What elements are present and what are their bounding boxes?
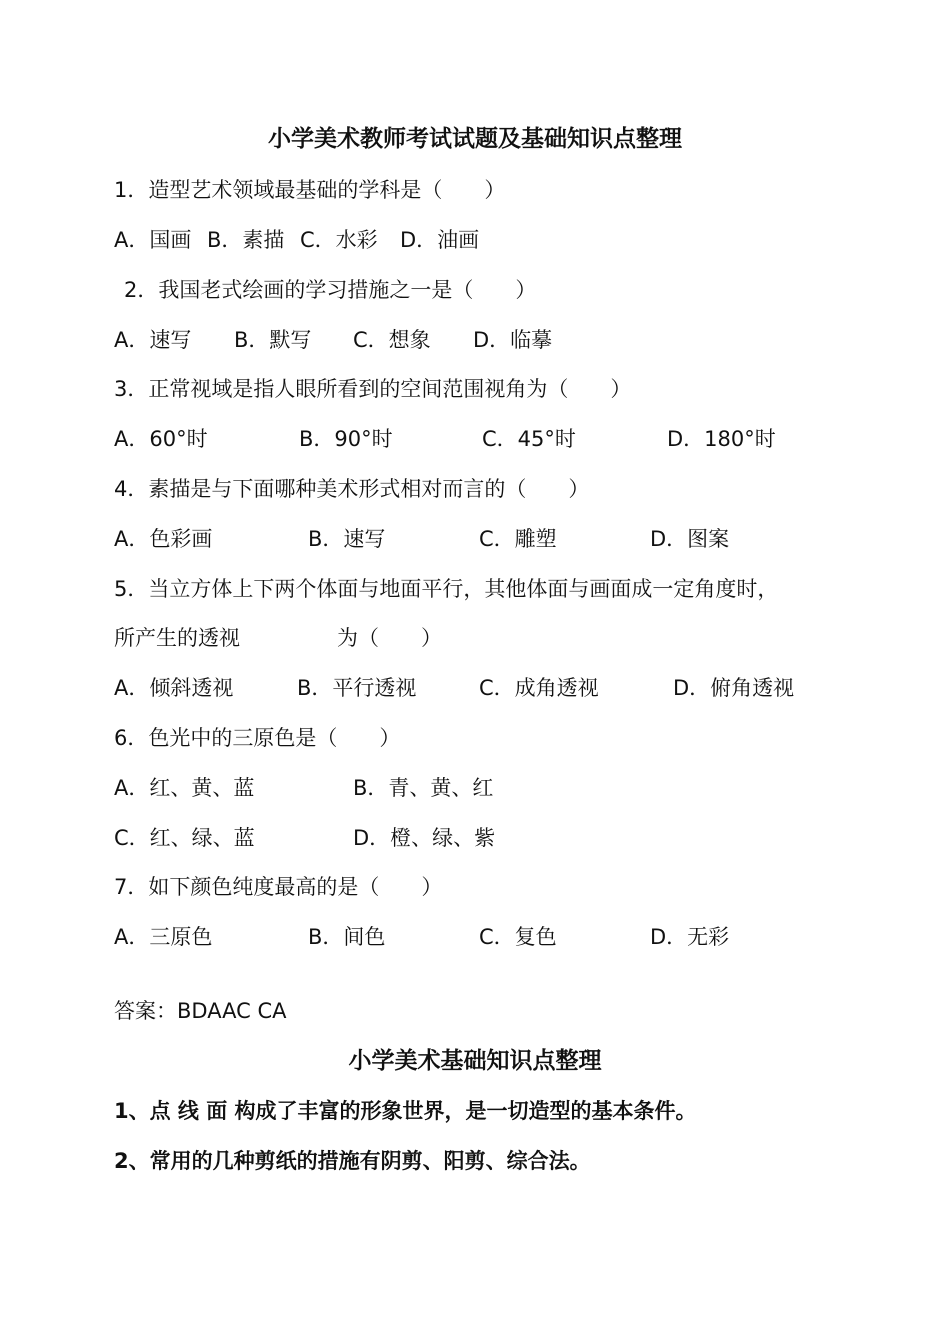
- option: B．素描: [207, 228, 285, 252]
- option: A．国画: [114, 228, 192, 252]
- question-6-stem: 6．色光中的三原色是（ ）: [114, 726, 401, 750]
- option: C．水彩: [300, 228, 378, 252]
- question-5-options: [0, 674, 950, 702]
- option: D．俯角透视: [673, 676, 795, 700]
- option: A．红、黄、蓝: [114, 776, 255, 800]
- option: D．无彩: [650, 925, 730, 949]
- option: B．90°时: [299, 427, 393, 451]
- option: C．复色: [479, 925, 557, 949]
- option: D．180°时: [667, 427, 776, 451]
- knowledge-point-1: 1、点 线 面 构成了丰富的形象世界，是一切造型的基本条件。: [114, 1099, 697, 1123]
- option: C．雕塑: [479, 527, 557, 551]
- question-5-stem-continued: 所产生的透视: [114, 626, 240, 650]
- option: B．平行透视: [297, 676, 417, 700]
- question-5-stem-blank: 为（ ）: [337, 626, 442, 650]
- option: B．间色: [308, 925, 386, 949]
- question-3-stem: 3．正常视域是指人眼所看到的空间范围视角为（ ）: [114, 377, 632, 401]
- option: A．色彩画: [114, 527, 213, 551]
- option: C．想象: [353, 328, 431, 352]
- option: C．成角透视: [479, 676, 599, 700]
- option: D．橙、绿、紫: [353, 826, 496, 850]
- question-2-options: [0, 326, 950, 354]
- option: C．红、绿、蓝: [114, 826, 255, 850]
- question-3-options: [0, 425, 950, 453]
- answer-key: 答案：BDAAC CA: [114, 999, 287, 1023]
- section-title: 小学美术基础知识点整理: [348, 1048, 602, 1074]
- option: A．60°时: [114, 427, 208, 451]
- option: A．三原色: [114, 925, 213, 949]
- option: B．默写: [234, 328, 312, 352]
- question-1-options: [0, 226, 950, 254]
- option: D．图案: [650, 527, 730, 551]
- question-4-options: [0, 525, 950, 553]
- option: A．倾斜透视: [114, 676, 234, 700]
- option: D．油画: [400, 228, 480, 252]
- option: B．速写: [308, 527, 386, 551]
- question-7-stem: 7．如下颜色纯度最高的是（ ）: [114, 875, 443, 899]
- question-1-stem: 1．造型艺术领域最基础的学科是（ ）: [114, 178, 506, 202]
- question-6-options-row-2: [0, 824, 950, 852]
- option: D．临摹: [473, 328, 553, 352]
- question-2-stem: 2．我国老式绘画的学习措施之一是（ ）: [124, 278, 537, 302]
- page-title: 小学美术教师考试试题及基础知识点整理: [268, 126, 682, 152]
- question-5-stem: 5．当立方体上下两个体面与地面平行，其他体面与画面成一定角度时，: [114, 577, 779, 601]
- option: C．45°时: [482, 427, 576, 451]
- option: B．青、黄、红: [353, 776, 494, 800]
- question-4-stem: 4．素描是与下面哪种美术形式相对而言的（ ）: [114, 477, 590, 501]
- knowledge-point-2: 2、常用的几种剪纸的措施有阴剪、阳剪、综合法。: [114, 1149, 591, 1173]
- question-7-options: [0, 923, 950, 951]
- option: A．速写: [114, 328, 192, 352]
- question-6-options-row-1: [0, 774, 950, 802]
